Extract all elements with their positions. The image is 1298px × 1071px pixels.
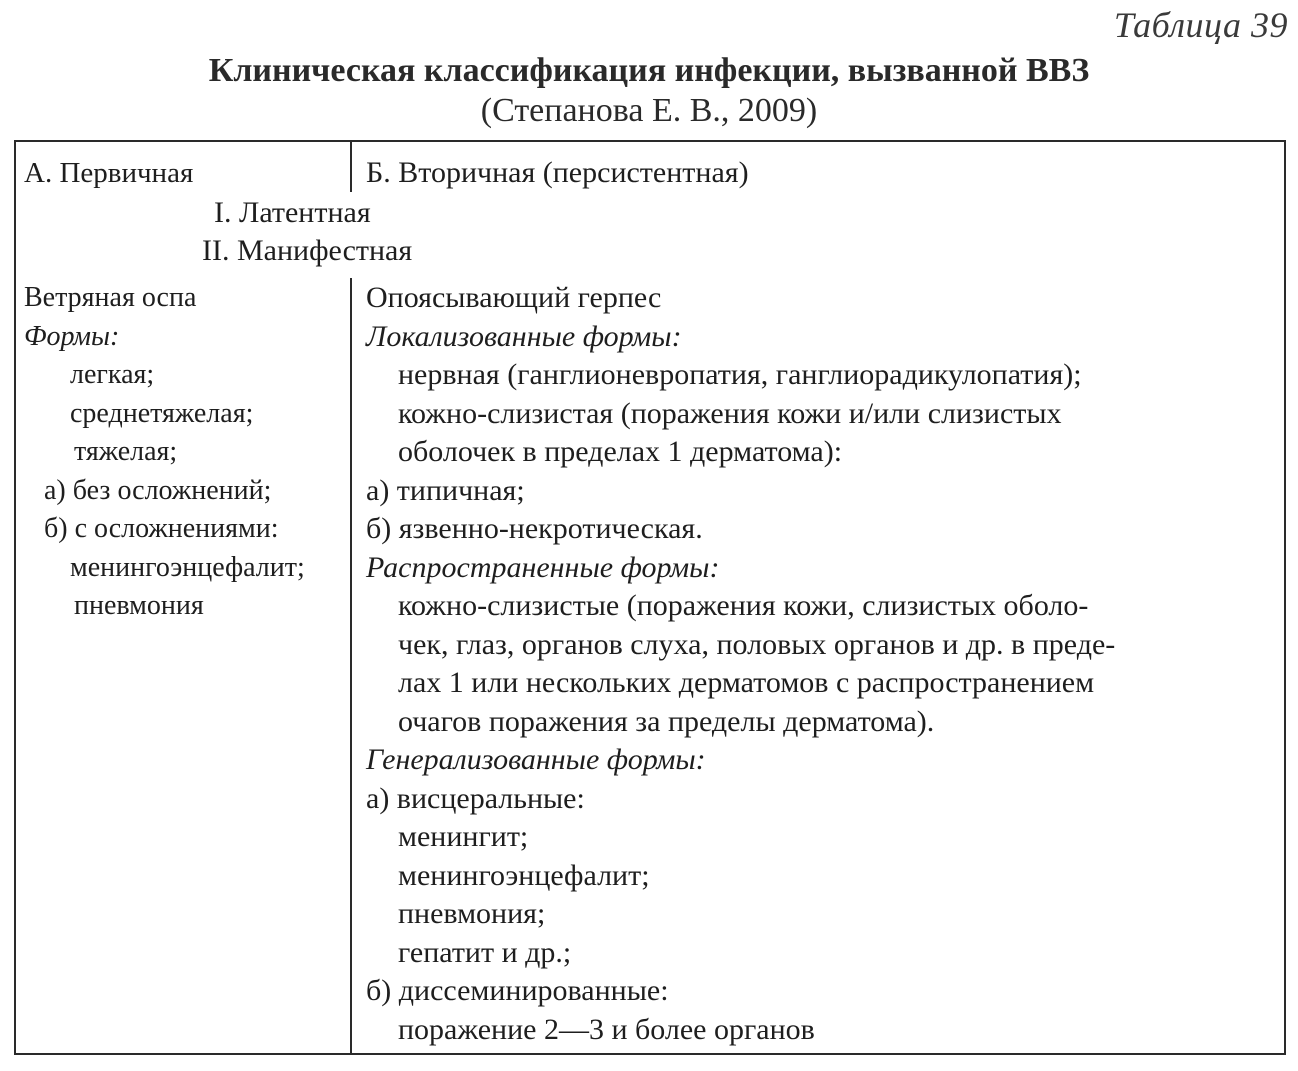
list-item: гепатит и др.; [398,935,572,969]
list-item: кожно-слизистая (поражения кожи и/или слизистых [398,396,1062,430]
list-item: пневмония [74,590,204,621]
list-item: а) без осложнений; [44,474,272,506]
list-item: лах 1 или нескольких дерматомов с распространением [398,666,1095,699]
list-item: кожно-слизистые (поражения кожи, слизистых оболо- [398,589,1089,622]
list-item: Формы: [24,320,120,352]
list-item: легкая; [70,359,155,390]
list-item: Генерализованные формы: [366,743,706,776]
list-item: нервная (ганглионевропатия, ганглиорадикулопатия); [398,358,1082,391]
list-item: тяжелая; [74,436,178,467]
list-item: б) с осложнениями: [44,513,279,544]
list-item: оболочек в пределах 1 дерматома): [398,435,843,468]
list-item: а) типичная; [366,473,525,507]
list-item: среднетяжелая; [70,397,254,429]
list-item: б) язвенно-некротическая. [366,512,703,545]
list-item: Распространенные формы: [366,550,720,584]
column-divider-top [350,142,352,192]
list-item: пневмония; [398,897,546,930]
right-column [0,279,1115,1049]
list-item: менингит; [398,820,529,853]
list-item: Ветряная оспа [24,282,197,313]
table-subtitle: (Степанова Е. В., 2009) [480,92,818,129]
col-b-header: Б. Вторичная (персистентная) [366,156,749,189]
list-item: б) диссеминированные: [366,974,669,1007]
list-item: Опоясывающий герпес [366,281,662,314]
list-item: поражение 2—3 и более органов [398,1012,815,1046]
table-number: Таблица 39 [1113,5,1288,45]
merged-row-latent: I. Латентная [214,196,371,229]
col-a-header: А. Первичная [24,157,194,189]
list-item: менингоэнцефалит; [70,551,305,583]
merged-row-manifest: II. Манифестная [202,234,413,267]
list-item: чек, глаз, органов слуха, половых органов и др. в преде- [398,627,1116,661]
list-item: менингоэнцефалит; [398,858,650,892]
list-item: очагов поражения за пределы дерматома). [398,704,935,738]
list-item: Локализованные формы: [366,319,682,353]
table-title: Клиническая классификация инфекции, вызванной ВВЗ [208,52,1090,89]
list-item: а) висцеральные: [366,781,585,815]
